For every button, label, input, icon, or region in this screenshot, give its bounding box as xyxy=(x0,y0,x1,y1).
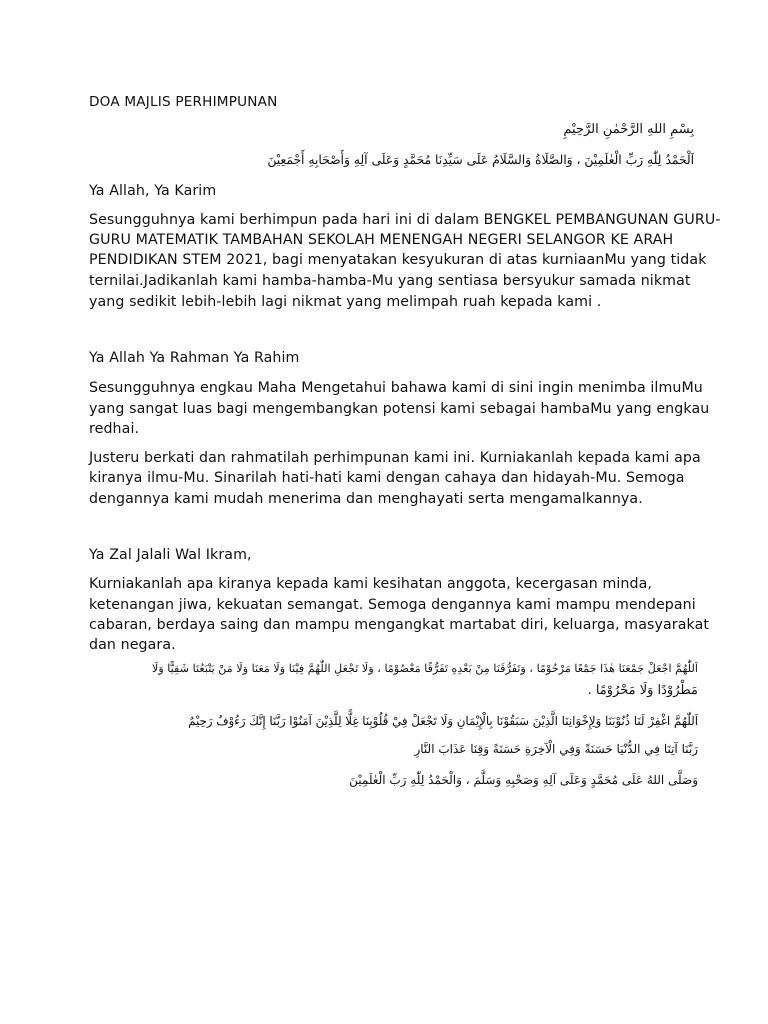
paragraph-line: yang sangat luas bagi mengembangkan potensi kami sebagai hambaMu yang engkau xyxy=(89,401,710,417)
paragraph-line: cabaran, berdaya saing dan mampu mengangkat martabat diri, keluarga, masyarakat xyxy=(89,617,710,633)
paragraph-line: yang sedikit lebih-lebih lagi nikmat yang melimpah ruah kepada kami . xyxy=(89,294,602,310)
section-heading-ya-rahman-ya-rahim: Ya Allah Ya Rahman Ya Rahim xyxy=(89,350,300,366)
paragraph-line: PENDIDIKAN STEM 2021, bagi menyatakan kesyukuran di atas kurniaanMu yang tidak xyxy=(89,252,707,268)
arabic-doa-line: اَللّٰهُمَّ اجْعَلْ جَمْعَنَا هٰذَا جَمْعًا مَرْحُوْمًا ، وَتَفَرُّقَنَا مِنْ بَعْدِهِ تَفَرُّقًا مَعْصُوْمًا ، وَلَا تَجْعَلِ اللّٰهُمَّ فِيْنَا وَلَا مَعَنَا وَلَا مَنْ يَتْبَعُنَا شَقِيًّا وَلَا xyxy=(151,662,698,675)
paragraph-line: Kurniakanlah apa kiranya kepada kami kesihatan anggota, kecergasan minda, xyxy=(89,576,653,592)
paragraph-line: dan negara. xyxy=(89,637,176,653)
arabic-doa-line: رَبَّنَا آتِنَا فِي الدُّنْيَا حَسَنَةً وَفِي الْآخِرَةِ حَسَنَةً وَقِنَا عَذَابَ النَّارِ xyxy=(414,742,698,756)
paragraph-line: dengannya kami mudah menerima dan menghayati serta mengamalkannya. xyxy=(89,491,643,507)
paragraph-line: GURU MATEMATIK TAMBAHAN SEKOLAH MENENGAH NEGERI SELANGOR KE ARAH xyxy=(89,232,674,248)
basmalah: بِسْمِ اللهِ الرَّحْمٰنِ الرَّحِيْمِ xyxy=(563,122,694,137)
paragraph-line: ternilai.Jadikanlah kami hamba-hamba-Mu yang sentiasa bersyukur samada nikmat xyxy=(89,273,691,289)
paragraph-line: kiranya ilmu-Mu. Sinarilah hati-hati kami dengan cahaya dan hidayah-Mu. Semoga xyxy=(89,470,685,486)
document-title: DOA MAJLIS PERHIMPUNAN xyxy=(89,94,278,110)
arabic-doa-line: اَللّٰهُمَّ اغْفِرْ لَنَا ذُنُوْبَنَا وَلِإِخْوَانِنَا الَّذِيْنَ سَبَقُوْنَا بِالْإِيْمَانِ وَلَا تَجْعَلْ فِيْ قُلُوْبِنَا غِلًّا لِلَّذِيْنَ آمَنُوْا رَبَّنَا إِنَّكَ رَءُوْفٌ رَحِيْمٌ xyxy=(188,714,698,728)
arabic-doa-line: مَطْرُوْدًا وَلَا مَحْرُوْمًا . xyxy=(587,683,698,698)
arabic-doa-line: وَصَلَّى اللهُ عَلَى مُحَمَّدٍ وَعَلَى آلِهِ وَصَحْبِهِ وَسَلَّمَ ، وَالْحَمْدُ لِلّٰهِ رَبِّ الْعٰلَمِيْنَ xyxy=(349,773,698,787)
paragraph-line: Justeru berkati dan rahmatilah perhimpunan kami ini. Kurniakanlah kepada kami apa xyxy=(89,450,701,466)
hamdalah-salawat: اَلْحَمْدُ لِلّٰهِ رَبِّ الْعٰلَمِيْنَ ، وَالصَّلَاةُ وَالسَّلَامُ عَلَى سَيِّدِنَا مُحَمَّدٍ وَعَلَى آلِهِ وَأَصْحَابِهِ أَجْمَعِيْنَ xyxy=(267,153,694,167)
section-heading-ya-zal-jalali: Ya Zal Jalali Wal Ikram, xyxy=(89,547,252,563)
paragraph-line: redhai. xyxy=(89,421,140,437)
paragraph-line: ketenangan jiwa, kekuatan semangat. Semoga dengannya kami mampu mendepani xyxy=(89,597,696,613)
section-heading-ya-allah-ya-karim: Ya Allah, Ya Karim xyxy=(89,183,217,199)
paragraph-line: Sesungguhnya kami berhimpun pada hari ini di dalam BENGKEL PEMBANGUNAN GURU- xyxy=(89,212,721,228)
paragraph-line: Sesungguhnya engkau Maha Mengetahui bahawa kami di sini ingin menimba ilmuMu xyxy=(89,380,703,396)
